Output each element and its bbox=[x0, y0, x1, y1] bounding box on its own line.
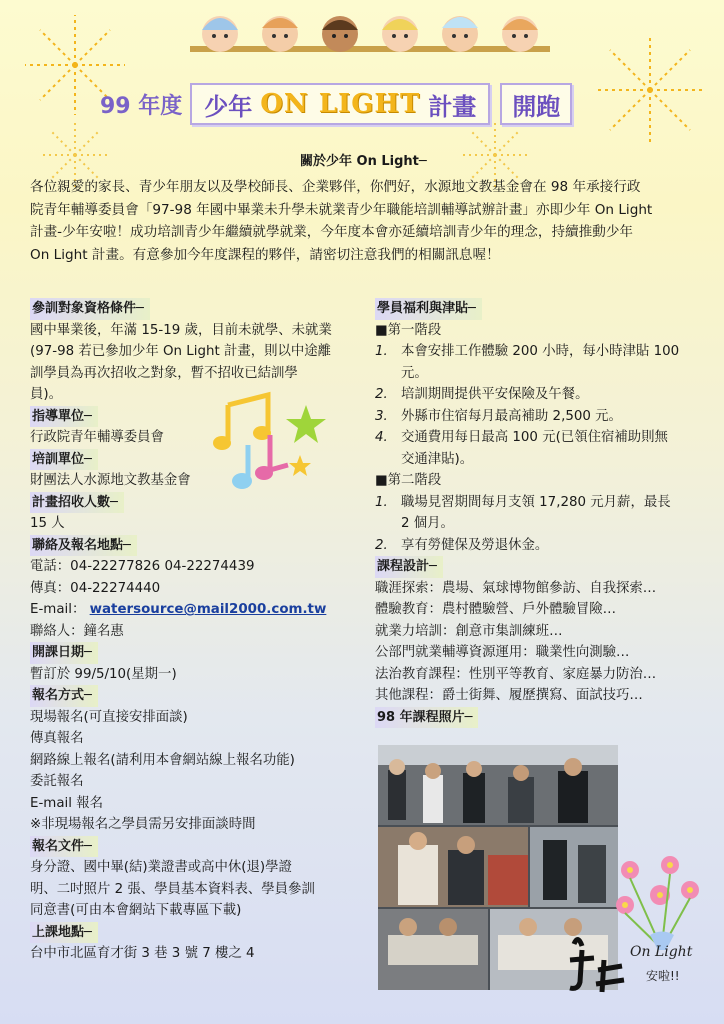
docs-line: 明、二吋照片 2 張、學員基本資料表、學員參訓 bbox=[30, 881, 315, 897]
stage2-label: ■第二階段 bbox=[375, 473, 442, 488]
venue-value: 台中市北區育才街 3 巷 3 號 7 樓之 4 bbox=[30, 946, 255, 961]
train-heading: 培訓單位─ bbox=[30, 449, 98, 471]
stage1-label: ■第一階段 bbox=[375, 322, 442, 338]
svg-text:On Light: On Light bbox=[630, 944, 693, 960]
item-number: 4. bbox=[375, 430, 388, 445]
method-heading: 報名方式─ bbox=[30, 685, 98, 707]
item-number: 3. bbox=[375, 408, 388, 424]
svg-text:安啦!!: 安啦!! bbox=[646, 969, 680, 983]
eligibility-line: 員)。 bbox=[30, 387, 63, 402]
method-line: 傳真報名 bbox=[30, 731, 84, 746]
item-line: 2 個月。 bbox=[401, 516, 454, 531]
item-line: 交通費用每日最高 100 元(已領住宿補助則無 bbox=[401, 430, 668, 445]
method-line: E-mail 報名 bbox=[30, 795, 104, 811]
item-line: 交通津貼)。 bbox=[401, 451, 474, 467]
contact-heading: 聯絡及報名地點─ bbox=[30, 535, 137, 557]
eligibility-line: 訓學員為再次招收之對象，暫不招收已結訓學 bbox=[30, 365, 298, 381]
music-notes-illustration bbox=[208, 385, 328, 495]
email-link[interactable]: watersource@mail2000.com.tw bbox=[89, 602, 327, 617]
kids-header-illustration bbox=[190, 6, 550, 66]
course-line: 公部門就業輔導資源運用：職業性向測驗… bbox=[375, 645, 630, 660]
shaonian-onlight-logo bbox=[560, 930, 710, 1000]
list-item bbox=[375, 384, 700, 406]
item-number: 2. bbox=[375, 537, 388, 553]
intro-line: 院青年輔導委員會「97-98 年國中畢業未升學未就業青少年職能培訓輔導試辦計畫」亦即少年 On Light bbox=[30, 201, 653, 218]
method-line: 現場報名(可直接安排面談) bbox=[30, 709, 188, 725]
list-item bbox=[375, 427, 700, 470]
title-pre: 少年 bbox=[204, 92, 253, 121]
list-item bbox=[375, 341, 700, 384]
title-post: 計畫 bbox=[428, 92, 477, 121]
eligibility-line: (97-98 若已參加少年 On Light 計畫，則以中途離 bbox=[30, 344, 332, 359]
start-date-heading: 開課日期─ bbox=[30, 642, 98, 664]
email-label: E-mail： bbox=[30, 602, 86, 617]
course-line: 就業力培訓：創意市集訓練班… bbox=[375, 623, 563, 639]
guide-heading: 指導單位─ bbox=[30, 406, 98, 428]
intro-line: On Light 計畫。有意參加今年度課程的夥伴，請密切注意我們的相關訊息喔！ bbox=[30, 246, 500, 263]
start-date-value: 暫訂於 99/5/10(星期一) bbox=[30, 666, 177, 682]
train-value: 財團法人水源地文教基金會 bbox=[30, 473, 191, 488]
eligibility-heading: 參訓對象資格條件─ bbox=[30, 298, 150, 320]
guide-value: 行政院青年輔導委員會 bbox=[30, 430, 164, 445]
email-row bbox=[30, 599, 355, 621]
list-item bbox=[375, 535, 700, 557]
course-line: 法治教育課程：性別平等教育、家庭暴力防治… bbox=[375, 666, 657, 682]
eligibility-line: 國中畢業後，年滿 15-19 歲，目前未就學、未就業 bbox=[30, 322, 332, 338]
intro-line: 各位親愛的家長、青少年朋友以及學校師長、企業夥伴，你們好，水源地文教基金會在 98 年承接行政 bbox=[30, 179, 641, 195]
contact-person: 聯絡人：鐘名惠 bbox=[30, 623, 124, 639]
item-line: 培訓期間提供平安保險及午餐。 bbox=[401, 387, 589, 402]
method-line: ※非現場報名之學員需另安排面談時間 bbox=[30, 817, 256, 832]
stage1-list bbox=[375, 341, 700, 470]
list-item bbox=[375, 406, 700, 428]
intro-paragraph bbox=[30, 176, 698, 266]
fax-text: 傳真：04-22274440 bbox=[30, 580, 161, 596]
docs-heading: 報名文件─ bbox=[30, 836, 98, 858]
stage2-list bbox=[375, 492, 700, 557]
quota-value: 15 人 bbox=[30, 516, 65, 531]
right-column bbox=[375, 298, 700, 728]
docs-line: 身分證、國中畢(結)業證書或高中休(退)學證 bbox=[30, 860, 292, 875]
item-number: 1. bbox=[375, 494, 388, 510]
item-line: 職場見習期間每月支領 17,280 元月薪，最長 bbox=[401, 494, 671, 510]
item-line: 享有勞健保及勞退休金。 bbox=[401, 537, 549, 553]
photos-heading: 98 年課程照片─ bbox=[375, 707, 478, 729]
venue-heading: 上課地點─ bbox=[30, 922, 98, 944]
phone-text: 電話：04-22277826 04-22274439 bbox=[30, 559, 255, 574]
quota-heading: 計畫招收人數─ bbox=[30, 492, 124, 514]
title-onlight: ON LIGHT bbox=[260, 89, 421, 119]
intro-line: 計畫-少年安啦！成功培訓青少年繼續就學就業，今年度本會亦延續培訓青少年的理念，持續推動少年 bbox=[30, 224, 634, 240]
title-box bbox=[190, 83, 490, 125]
docs-line: 同意書(可由本會網站下載專區下載) bbox=[30, 903, 242, 918]
item-number: 2. bbox=[375, 387, 388, 402]
course-line: 職涯探索：農場、氣球博物館參訪、自我探索… bbox=[375, 580, 657, 596]
page-title bbox=[100, 78, 624, 130]
course-line: 其他課程：爵士街舞、履歷撰寫、面試技巧… bbox=[375, 688, 643, 703]
method-line: 網路線上報名(請利用本會網站線上報名功能) bbox=[30, 752, 295, 768]
method-line: 委託報名 bbox=[30, 774, 84, 789]
title-kaipao: 開跑 bbox=[500, 83, 572, 125]
item-line: 外縣市住宿每月最高補助 2,500 元。 bbox=[401, 408, 622, 424]
course-line: 體驗教育：農村體驗營、戶外體驗冒險… bbox=[375, 602, 617, 617]
about-heading: 關於少年 On Light─ bbox=[300, 154, 427, 169]
item-line: 元。 bbox=[401, 365, 428, 381]
item-line: 本會安排工作體驗 200 小時，每小時津貼 100 bbox=[401, 344, 680, 359]
title-year: 99 年度 bbox=[100, 93, 183, 119]
welfare-heading: 學員福利與津貼─ bbox=[375, 298, 482, 320]
course-heading: 課程設計─ bbox=[375, 556, 443, 578]
item-number: 1. bbox=[375, 344, 388, 359]
list-item bbox=[375, 492, 700, 535]
